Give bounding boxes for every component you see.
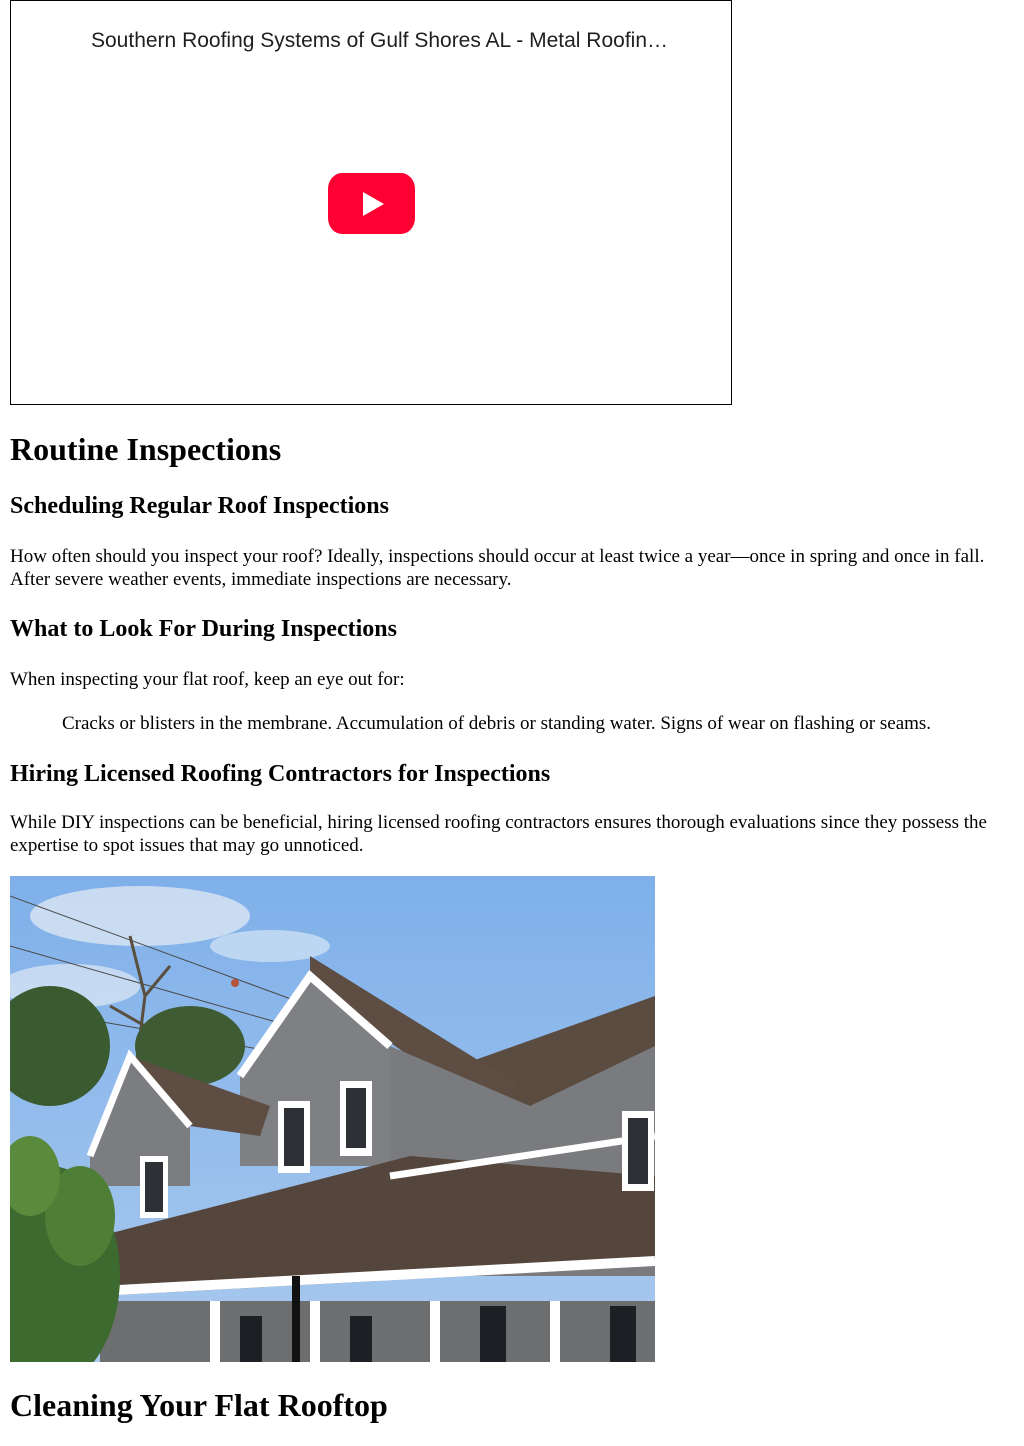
video-title[interactable]: Southern Roofing Systems of Gulf Shores AL - Metal Roofin… — [91, 29, 668, 52]
play-icon — [363, 192, 384, 216]
paragraph-scheduling: How often should you inspect your roof? Ideally, inspections should occur at least twice a year—once in spring and once in fall. After severe weather events, immediate inspections are necessary. — [10, 546, 985, 590]
heading-routine-inspections: Routine Inspections — [10, 431, 282, 467]
heading-scheduling-inspections: Scheduling Regular Roof Inspections — [10, 493, 389, 519]
house-roof-photo — [10, 876, 655, 1362]
heading-cleaning-rooftop: Cleaning Your Flat Rooftop — [10, 1387, 388, 1423]
inspection-checklist: Cracks or blisters in the membrane. Accumulation of debris or standing water. Signs of wear on flashing or seams. — [62, 713, 932, 734]
heading-hiring-contractors: Hiring Licensed Roofing Contractors for Inspections — [10, 761, 551, 787]
play-button[interactable] — [328, 173, 415, 234]
youtube-video-embed[interactable] — [10, 0, 732, 405]
paragraph-hiring: While DIY inspections can be beneficial, hiring licensed roofing contractors ensures thorough evaluations since they possess the expertise to spot issues that may go unnoticed. — [10, 812, 987, 856]
paragraph-look-for-intro: When inspecting your flat roof, keep an eye out for: — [10, 669, 405, 690]
heading-what-to-look-for: What to Look For During Inspections — [10, 616, 397, 642]
